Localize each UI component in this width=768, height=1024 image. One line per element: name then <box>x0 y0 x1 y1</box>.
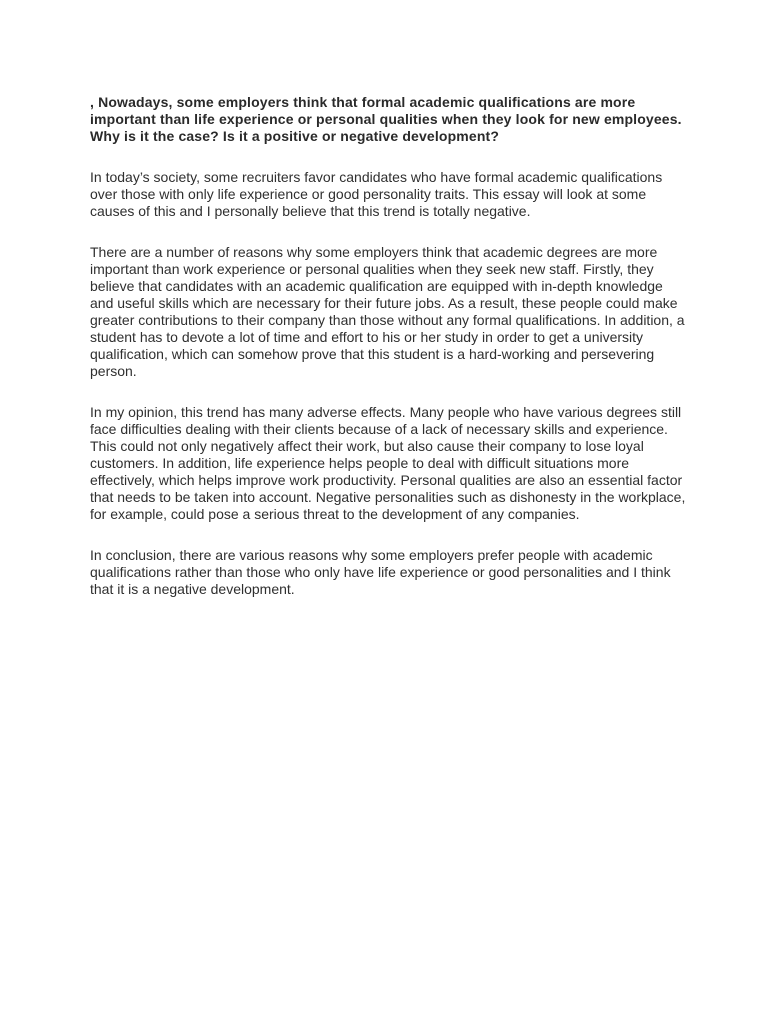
essay-body <box>90 94 686 622</box>
conclusion-paragraph: In conclusion, there are various reasons why some employers prefer people with academic qualifications rather than those who only have life experience or good personalities and I think that it is a negative development. <box>90 547 671 597</box>
essay-question: , Nowadays, some employers think that formal academic qualifications are more important than life experience or personal qualities when they look for new employees. Why is it the case? Is it a positive or negative development? <box>90 94 682 144</box>
body-paragraph-reasons: There are a number of reasons why some employers think that academic degrees are more important than work experience or personal qualities when they seek new staff. Firstly, they believe that candidates with an academic qualification are equipped with in-depth knowledge and useful skills which are necessary for their future jobs. As a result, these people could make greater contributions to their company than those without any formal qualifications. In addition, a student has to devote a lot of time and effort to his or her study in order to get a university qualification, which can somehow prove that this student is a hard-working and persevering person. <box>90 244 685 379</box>
body-paragraph-opinion: In my opinion, this trend has many adverse effects. Many people who have various degrees still face difficulties dealing with their clients because of a lack of necessary skills and experience. This could not only negatively affect their work, but also cause their company to lose loyal customers. In addition, life experience helps people to deal with difficult situations more effectively, which helps improve work productivity. Personal qualities are also an essential factor that needs to be taken into account. Negative personalities such as dishonesty in the workplace, for example, could pose a serious threat to the development of any companies. <box>90 404 686 522</box>
introduction-paragraph: In today’s society, some recruiters favor candidates who have formal academic qualifications over those with only life experience or good personality traits. This essay will look at some causes of this and I personally believe that this trend is totally negative. <box>90 169 663 219</box>
